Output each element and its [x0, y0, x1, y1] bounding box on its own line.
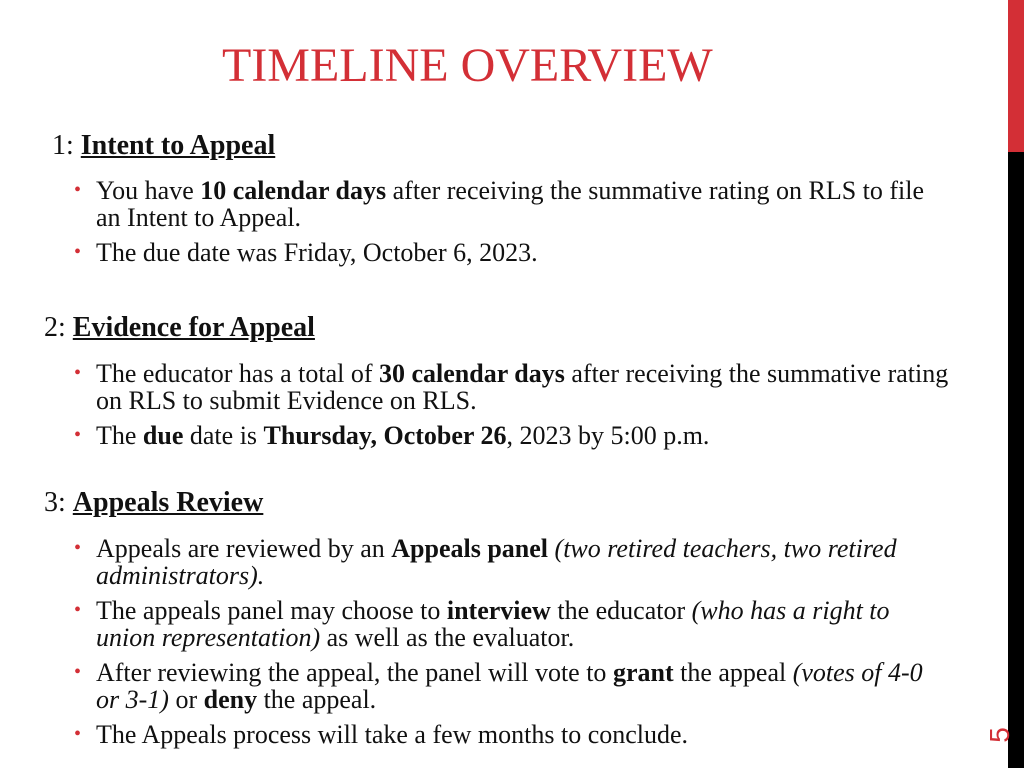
bullet-icon: • — [74, 362, 82, 384]
section-heading-review — [44, 487, 263, 519]
list-item: • The educator has a total of 30 calendar days after receiving the summative rating on RLS to submit Evidence on RLS. — [74, 359, 949, 415]
slide-number: 5 — [984, 727, 1015, 743]
bullet-list-intent — [72, 177, 952, 274]
accent-bar-black — [1008, 152, 1024, 768]
list-item: • You have 10 calendar days after receiving the summative rating on RLS to file an Intent to Appeal. — [74, 176, 925, 232]
bullet-icon: • — [74, 424, 82, 446]
section-heading-intent — [52, 130, 275, 162]
section-label: Evidence for Appeal — [72, 312, 315, 343]
list-item: • The Appeals process will take a few months to conclude. — [74, 720, 689, 749]
bullet-icon: • — [74, 241, 82, 263]
list-item: • The appeals panel may choose to interview the educator (who has a right to union representation) as well as the evaluator. — [74, 596, 890, 652]
bullet-list-evidence — [72, 360, 952, 457]
section-number: 3: — [44, 487, 66, 518]
list-item: • The due date was Friday, October 6, 2023. — [74, 238, 538, 267]
list-item: • After reviewing the appeal, the panel will vote to grant the appeal (votes of 4-0 or 3-1) or deny the appeal. — [74, 658, 923, 714]
bullet-icon: • — [74, 537, 82, 559]
slide-title: TIMELINE OVERVIEW — [222, 39, 713, 92]
list-item: • The due date is Thursday, October 26, 2023 by 5:00 p.m. — [74, 421, 710, 450]
bullet-icon: • — [74, 179, 82, 201]
bullet-icon: • — [74, 599, 82, 621]
bullet-list-review — [72, 535, 952, 756]
accent-bar-red — [1008, 0, 1024, 152]
section-number: 2: — [44, 312, 66, 343]
section-label: Appeals Review — [72, 487, 264, 518]
bullet-icon: • — [74, 661, 82, 683]
bullet-icon: • — [74, 723, 82, 745]
section-heading-evidence — [44, 312, 315, 344]
list-item: • Appeals are reviewed by an Appeals panel (two retired teachers, two retired administrators). — [74, 534, 897, 590]
section-number: 1: — [52, 130, 74, 161]
section-label: Intent to Appeal — [80, 130, 276, 161]
